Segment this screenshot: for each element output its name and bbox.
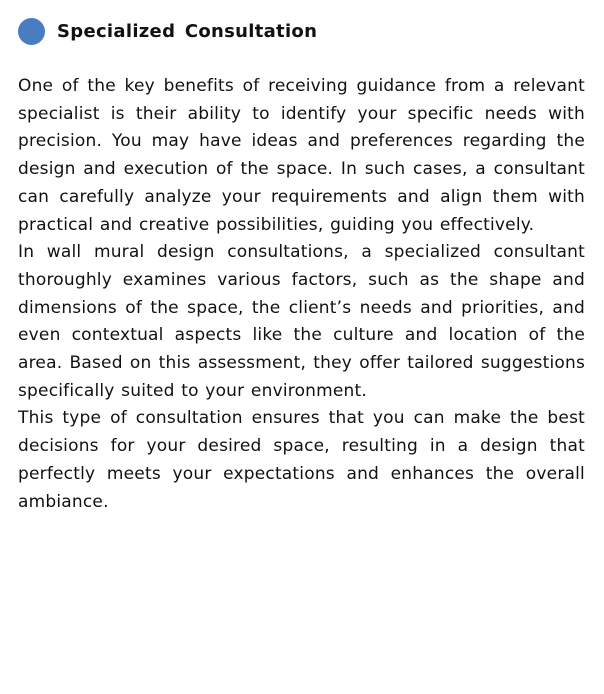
paragraph: This type of consultation ensures that you can make the best decisions for your desired space, resulting in a design that perfectly meets your expectations and enhances the overall ambiance. — [18, 408, 585, 512]
section-title: Specialized Consultation — [57, 21, 318, 42]
section-header — [18, 18, 317, 45]
circle-bullet-icon — [18, 18, 45, 45]
paragraph: One of the key benefits of receiving guidance from a relevant specialist is their ability to identify your specific needs with precision. You may have ideas and preferences regarding the design and execution of the space. In such cases, a consultant can carefully analyze your requirements and align them with practical and creative possibilities, guiding you effectively. — [18, 76, 585, 235]
body-text — [18, 73, 585, 516]
paragraph: In wall mural design consultations, a specialized consultant thoroughly examines various factors, such as the shape and dimensions of the space, the client’s needs and priorities, and even contextual aspects like the culture and location of the area. Based on this assessment, they offer tailored suggestions specifically suited to your environment. — [18, 242, 585, 401]
